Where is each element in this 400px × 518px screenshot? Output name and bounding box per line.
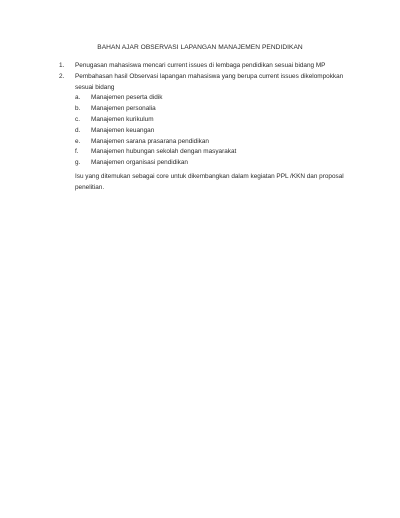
- closing-paragraph: Isu yang ditemukan sebagai core untuk dikembangkan dalam kegiatan PPL /KKN dan proposal penelitian.: [75, 173, 344, 191]
- sub-item-text: Manajemen organisasi pendidikan: [91, 159, 188, 167]
- item-number: 2.: [59, 72, 65, 80]
- sub-list-item: [75, 147, 359, 158]
- sub-item-text: Manajemen sarana prasarana pendidikan: [91, 137, 209, 145]
- item-number: 1.: [59, 62, 65, 69]
- sub-item-text: Manajemen keuangan: [91, 126, 155, 134]
- sub-list-item: [75, 158, 359, 169]
- sub-item-letter: g.: [75, 159, 81, 167]
- sub-list: [75, 93, 359, 169]
- sub-item-letter: b.: [75, 105, 81, 113]
- sub-list-item: [75, 93, 359, 104]
- list-item: [59, 72, 359, 169]
- item-text: Penugasan mahasiswa mencari current issues di lembaga pendidikan sesuai bidang MP: [75, 62, 326, 69]
- sub-item-letter: e.: [75, 137, 81, 145]
- sub-list-item: [75, 104, 359, 115]
- sub-list-item: [75, 115, 359, 126]
- sub-list-item: [75, 137, 359, 148]
- main-numbered-list: [59, 61, 359, 169]
- item-text: Pembahasan hasil Observasi lapangan mahasiswa yang berupa current issues dikelompokkan sesuai bidang: [75, 72, 344, 91]
- list-item: [59, 61, 359, 72]
- sub-item-letter: d.: [75, 126, 81, 134]
- sub-item-letter: f.: [75, 148, 79, 156]
- sub-item-letter: a.: [75, 94, 81, 102]
- sub-item-letter: c.: [75, 115, 80, 123]
- document-title: BAHAN AJAR OBSERVASI LAPANGAN MANAJEMEN PENDIDIKAN: [97, 44, 303, 51]
- sub-item-text: Manajemen personalia: [91, 105, 156, 113]
- sub-item-text: Manajemen hubungan sekolah dengan masyarakat: [91, 148, 237, 156]
- sub-item-text: Manajemen peserta didik: [91, 94, 163, 102]
- sub-item-text: Manajemen kurikulum: [91, 115, 154, 123]
- sub-list-item: [75, 126, 359, 137]
